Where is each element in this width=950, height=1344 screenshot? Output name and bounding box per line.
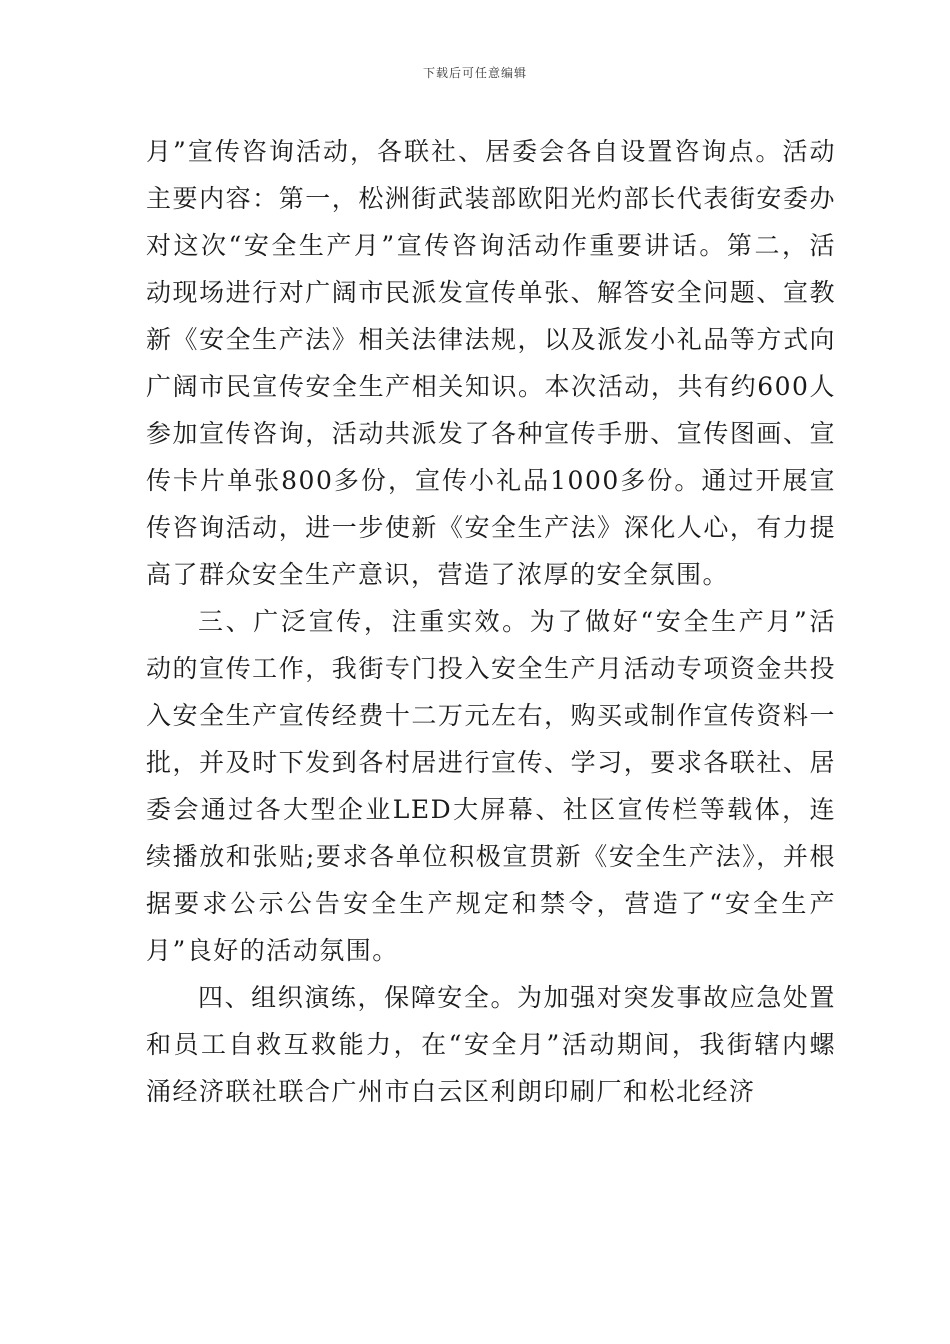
paragraph-section-four: 四、组织演练，保障安全。为加强对突发事故应急处置和员工自救互救能力，在“安全月”活动期间，我街辖内螺涌经济联社联合广州市白云区利朗印刷厂和松北经济: [146, 983, 836, 1106]
page-header: 下载后可任意编辑: [422, 66, 527, 80]
document-body: [146, 128, 836, 1115]
paragraph-activity-content: 月”宣传咨询活动，各联社、居委会各自设置咨询点。活动主要内容：第一，松洲街武装部欧阳光灼部长代表街安委办对这次“安全生产月”宣传咨询活动作重要讲话。第二，活动现场进行对广阔市民派发宣传单张、解答安全问题、宣教新《安全生产法》相关法律法规，以及派发小礼品等方式向广阔市民宣传安全生产相关知识。本次活动，共有约600人参加宣传咨询，活动共派发了各种宣传手册、宣传图画、宣传卡片单张800多份，宣传小礼品1000多份。通过开展宣传咨询活动，进一步使新《安全生产法》深化人心，有力提高了群众安全生产意识，营造了浓厚的安全氛围。: [146, 137, 836, 589]
paragraph-section-three: 三、广泛宣传，注重实效。为了做好“安全生产月”活动的宣传工作，我街专门投入安全生产月活动专项资金共投入安全生产宣传经费十二万元左右，购买或制作宣传资料一批，并及时下发到各村居进行宣传、学习，要求各联社、居委会通过各大型企业LED大屏幕、社区宣传栏等载体，连续播放和张贴;要求各单位积极宣贯新《安全生产法》，并根据要求公示公告安全生产规定和禁令，营造了“安全生产月”良好的活动氛围。: [146, 607, 836, 965]
